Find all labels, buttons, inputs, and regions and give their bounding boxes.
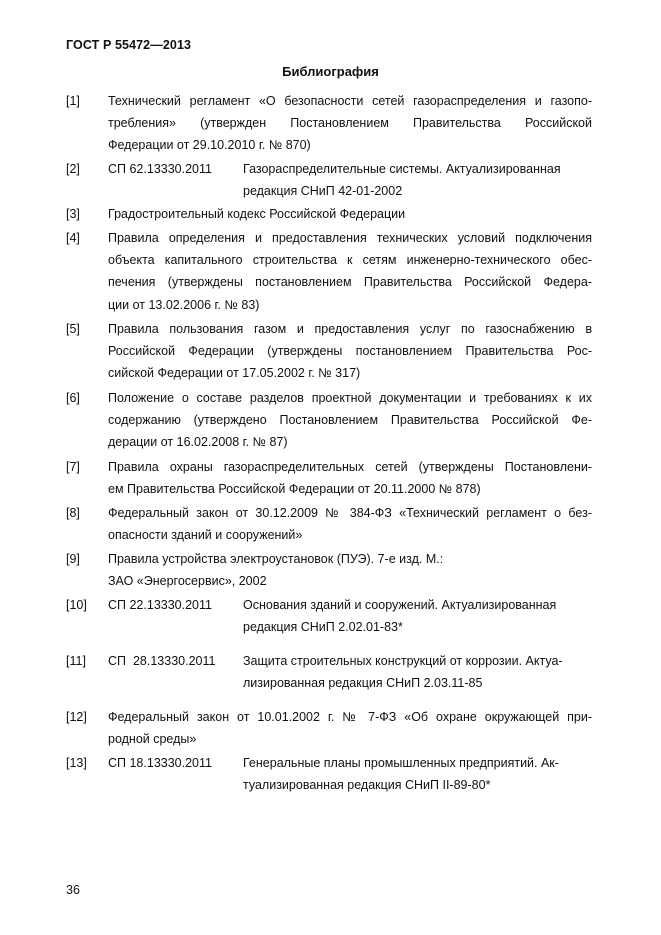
entry-number: [1]: [66, 94, 80, 108]
entry-line: Правила устройства электроустановок (ПУЭ). 7-е изд. М.:: [108, 552, 444, 566]
entry-number: [2]: [66, 162, 80, 176]
bibliography-title: Библиография: [282, 64, 379, 79]
entry-line: Газораспределительные системы. Актуализированная: [243, 162, 561, 176]
entry-line: ции от 13.02.2006 г. № 83): [108, 297, 260, 312]
entry-line: Положение о составе разделов проектной документации и требованиях к их: [108, 391, 592, 405]
entry-code: СП 62.13330.2011: [108, 162, 212, 176]
entry-line: ем Правительства Российской Федерации от 20.11.2000 № 878): [108, 482, 481, 497]
entry-line: Правила охраны газораспределительных сетей (утверждены Постановлени-: [108, 460, 592, 474]
document-header: ГОСТ Р 55472—2013: [66, 38, 192, 52]
entry-line: дерации от 16.02.2008 г. № 87): [108, 435, 288, 450]
entry-text: [243, 650, 592, 694]
entry-line: сийской Федерации от 17.05.2002 г. № 317): [108, 366, 361, 381]
entry-number: [6]: [66, 391, 80, 405]
entry-line: печения (утверждены постановлением Правительства Российской Федера-: [108, 275, 592, 290]
entry-number: [13]: [66, 756, 87, 770]
entry-line: опасности зданий и сооружений»: [108, 528, 303, 543]
entry-line: Генеральные планы промышленных предприятий. Ак-: [243, 756, 559, 770]
entry-line: редакция СНиП 42-01-2002: [243, 184, 403, 199]
entry-text: [108, 227, 592, 316]
entry-line: Градостроительный кодекс Российской Федерации: [108, 207, 406, 221]
entry-line: требления» (утвержден Постановлением Правительства Российской: [108, 116, 592, 131]
entry-number: [11]: [66, 654, 86, 668]
entry-line: туализированная редакция СНиП II-89-80*: [243, 778, 491, 793]
entry-number: [8]: [66, 506, 80, 520]
entry-line: Федеральный закон от 10.01.2002 г. № 7-ФЗ «Об охране окружающей при-: [108, 710, 592, 724]
entry-line: содержанию (утверждено Постановлением Правительства Российской Фе-: [108, 413, 592, 428]
entry-line: Правила определения и предоставления технических условий подключения: [108, 231, 592, 245]
entry-line: Федеральный закон от 30.12.2009 № 384-ФЗ «Технический регламент о без-: [108, 506, 592, 520]
entry-text: [108, 706, 592, 750]
entry-code: СП 22.13330.2011: [108, 598, 212, 612]
entry-number: [9]: [66, 552, 80, 566]
entry-text: [108, 203, 592, 225]
entry-number: [7]: [66, 460, 80, 474]
entry-line: лизированная редакция СНиП 2.03.11-85: [243, 676, 483, 691]
entry-line: Российской Федерации (утверждены постановлением Правительства Рос-: [108, 344, 592, 359]
entry-text: [243, 752, 592, 796]
entry-line: Правила пользования газом и предоставления услуг по газоснабжению в: [108, 322, 592, 336]
entry-text: [243, 594, 592, 638]
entry-number: [3]: [66, 207, 80, 221]
entry-line: объекта капитального строительства к сетям инженерно-технического обес-: [108, 253, 592, 268]
entry-line: ЗАО «Энергосервис», 2002: [108, 574, 267, 589]
entry-text: [243, 158, 592, 202]
entry-number: [4]: [66, 231, 80, 245]
entry-line: Технический регламент «О безопасности сетей газораспределения и газопо-: [108, 94, 592, 108]
entry-text: [108, 90, 592, 157]
entry-number: [10]: [66, 598, 87, 612]
entry-text: [108, 456, 592, 500]
entry-line: редакция СНиП 2.02.01-83*: [243, 620, 403, 635]
entry-code: СП 18.13330.2011: [108, 756, 212, 770]
entry-line: Федерации от 29.10.2010 г. № 870): [108, 138, 311, 153]
entry-line: Защита строительных конструкций от коррозии. Актуа-: [243, 654, 563, 668]
entry-code: СП 28.13330.2011: [108, 654, 216, 668]
entry-number: [12]: [66, 710, 87, 724]
entry-line: родной среды»: [108, 732, 197, 747]
entry-text: [108, 502, 592, 546]
entry-text: [108, 387, 592, 454]
entry-text: [108, 318, 592, 385]
entry-text: [108, 548, 592, 592]
entry-line: Основания зданий и сооружений. Актуализированная: [243, 598, 557, 612]
entry-number: [5]: [66, 322, 80, 336]
page-number: 36: [66, 883, 80, 897]
